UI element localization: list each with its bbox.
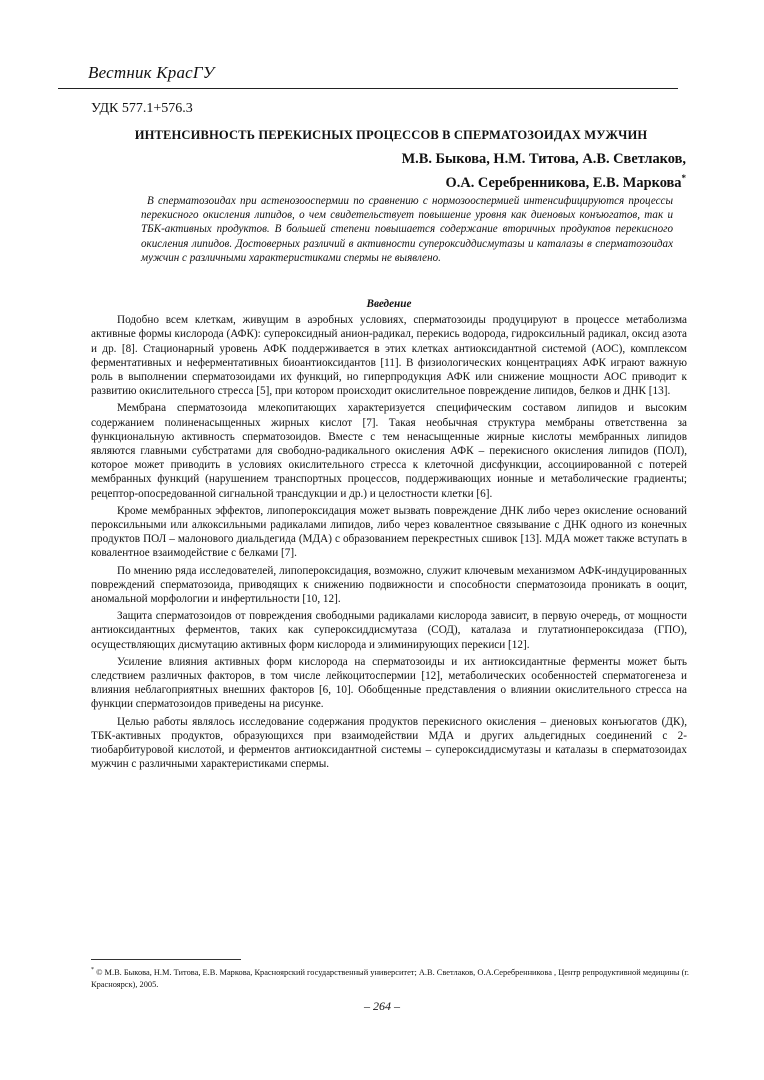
paragraph-6: Усиление влияния активных форм кислорода на сперматозоиды и их антиоксидантные ферменты может быть следствием различных факторов, в том числе лейкоцитоспермии [12], метаболических особенностей сперматогенеза и влияния неблагоприятных внешних факторов [6, 10]. Обобщенные представления о влиянии окислительного стресса на функции сперматозоидов приведены на рисунке. bbox=[91, 655, 687, 711]
author-list bbox=[126, 150, 686, 193]
authors-line-2 bbox=[126, 169, 686, 193]
authors-line-2-text: О.А. Серебренникова, Е.В. Маркова bbox=[445, 174, 682, 191]
article-title: ИНТЕНСИВНОСТЬ ПЕРЕКИСНЫХ ПРОЦЕССОВ В СПЕРМАТОЗОИДАХ МУЖЧИН bbox=[134, 128, 648, 142]
paragraph-5: Защита сперматозоидов от повреждения свободными радикалами кислорода зависит, в первую очередь, от мощности антиоксидантных ферментов, таких как супероксиддисмутаза (СОД), каталаза и глутатионпероксидаза (ГПО), осуществляющих дисмутацию активных форм кислорода и элиминирующих перекиси [12]. bbox=[91, 610, 687, 651]
paragraph-3: Кроме мембранных эффектов, липопероксидация может вызвать повреждение ДНК либо через окисление оснований пероксильными или алкоксильными радикалами липидов, либо через ковалентное связывание с ДНК одного из конечных продуктов ПОЛ – малонового диальдегида (МДА) с образованием перекрестных сшивок [13]. МДА может также вступать в ковалентное взаимодействие с белками [7]. bbox=[91, 504, 687, 560]
authors-line-1: М.В. Быкова, Н.М. Титова, А.В. Светлаков, bbox=[401, 151, 686, 167]
header-divider bbox=[58, 88, 678, 89]
abstract: В сперматозоидах при астенозооспермии по сравнению с нормозооспермией интенсифицируются процессы перекисного окисления липидов, о чем свидетельствует повышение уровня как диеновых конъюгатов, так и ТБК-активных продуктов. В большей степени повышается содержание вторичных продуктов перекисного окисления липидов. Достоверных различий в активности супероксиддисмутазы и каталазы в сперматозоидах мужчин с различными характеристиками спермы не выявлено. bbox=[141, 195, 673, 264]
paragraph-1: Подобно всем клеткам, живущим в аэробных условиях, сперматозоиды продуцируют в процессе метаболизма активные формы кислорода (АФК): супероксидный анион-радикал, перекись водорода, гидроксильный радикал, оксид азота и др. [8]. Стационарный уровень АФК поддерживается в этих клетках антиоксидантной системой (АОС), комплексом ферментативных и неферментативных биоантиоксидантов [11]. В физиологических концентрациях АФК играют важную роль в выполнении сперматозоидами их функций, но гиперпродукция АФК или снижение мощности АОС приводит к развитию окислительного стресса [5], при котором происходит окислительное повреждение липидов, белков и ДНК [13]. bbox=[91, 314, 687, 398]
footnote bbox=[91, 964, 691, 991]
udk-code: УДК 577.1+576.3 bbox=[91, 101, 193, 116]
paragraph-2: Мембрана сперматозоида млекопитающих характеризуется специфическим составом липидов и высоким содержанием полиненасыщенных жирных кислот [7]. Такая необычная структура мембраны ответственна за функциональную активность сперматозоидов. Вместе с тем ненасыщенные жирные кислоты мембранных липидов являются главными субстратами для свободно-радикального окисления АФК – перекисного окисления липидов (ПОЛ), которое может приводить в условиях окислительного стресса к клеточной дисфункции, ассоциированной с потерей мембранных функций (нарушением транспортных процессов, поддерживающих ионные и метаболические градиенты; рецептор-опосредованной сигнальной трансдукции и др.) и целостности клетки [6]. bbox=[91, 402, 687, 500]
footnote-mark: * bbox=[91, 967, 94, 973]
journal-title: Вестник КрасГУ bbox=[88, 63, 215, 82]
footnote-marker: * bbox=[681, 173, 686, 183]
article-body bbox=[91, 297, 687, 775]
paragraph-7: Целью работы являлось исследование содержания продуктов перекисного окисления – диеновых конъюгатов (ДК), ТБК-активных продуктов, образующихся при взаимодействии МДА и других альдегидных соединений с 2-тиобарбитуровой кислотой, и ферментов антиоксидантной системы – супероксиддисмутазы и каталазы в сперматозоидах мужчин с различными характеристиками спермы. bbox=[91, 715, 687, 771]
paragraph-4: По мнению ряда исследователей, липопероксидация, возможно, служит ключевым механизмом АФК-индуцированных повреждений сперматозоида, приводящих к снижению подвижности и способности сперматозоида проникать в ооцит, аномальной морфологии и инфертильности [10, 12]. bbox=[91, 564, 687, 606]
page-number: – 264 – bbox=[364, 999, 400, 1013]
footnote-divider bbox=[91, 959, 241, 960]
footnote-text: © М.В. Быкова, Н.М. Титова, Е.В. Маркова, Красноярский государственный университет; А.В. Светлаков, О.А.Серебренникова , Центр репродуктивной медицины (г. Красноярск), 2005. bbox=[91, 967, 689, 989]
section-heading-intro: Введение bbox=[366, 298, 412, 310]
